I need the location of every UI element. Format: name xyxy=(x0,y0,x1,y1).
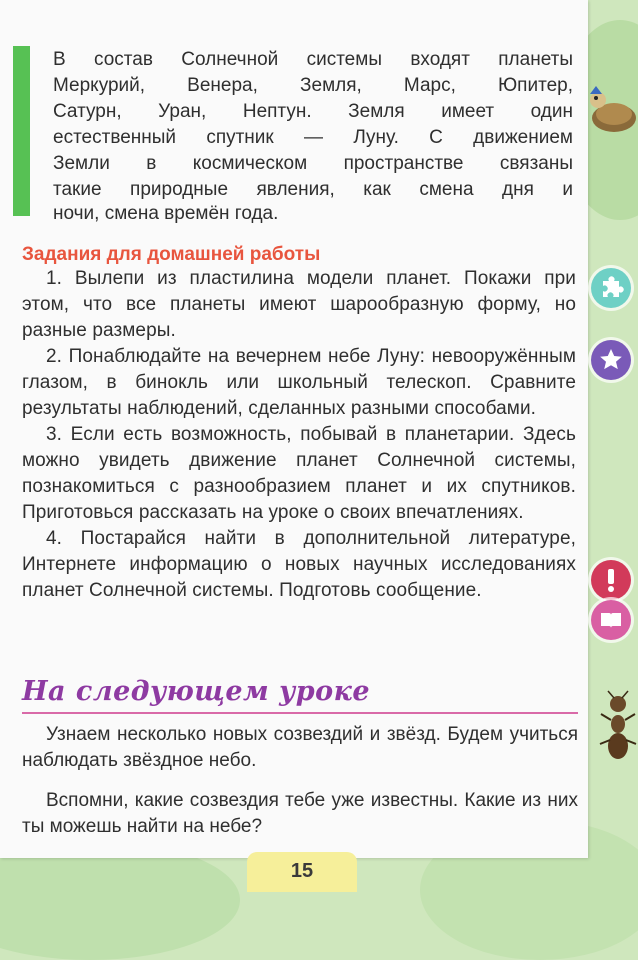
homework-task: 4. Постарайся найти в дополнительной литературе, Интернете информацию о новых научных исследованиях планет Солнечной системы. Подготовь сообщение. xyxy=(22,528,576,601)
homework-task: 1. Вылепи из пластилина модели планет. Покажи при этом, что все планеты имеют шарообразную форму, но разные размеры. xyxy=(22,268,576,341)
homework-task-list xyxy=(22,266,576,604)
turtle-mascot-icon xyxy=(584,80,638,140)
page-number: 15 xyxy=(290,860,314,882)
summary-line: такие природные явления, как смена дня и xyxy=(53,179,573,200)
summary-line: Сатурн, Уран, Нептун. Земля имеет один xyxy=(53,101,573,122)
ant-mascot-icon xyxy=(596,690,638,770)
summary-line: естественный спутник — Луну. С движением xyxy=(53,127,573,148)
homework-title: Задания для домашней работы xyxy=(22,244,321,265)
summary-line: В состав Солнечной системы входят планеты xyxy=(53,49,573,70)
book-icon[interactable] xyxy=(591,600,631,640)
puzzle-icon[interactable] xyxy=(591,268,631,308)
next-lesson-paragraph: Узнаем несколько новых созвездий и звёзд. Будем учиться наблюдать звёздное небо. xyxy=(22,724,578,771)
next-lesson-heading: На следующем уроке xyxy=(22,676,371,707)
book-icon-glyph xyxy=(591,600,631,640)
star-icon[interactable] xyxy=(591,340,631,380)
summary-accent-bar xyxy=(13,46,30,216)
next-lesson-underline xyxy=(22,712,578,714)
homework-task: 3. Если есть возможность, побывай в планетарии. Здесь можно увидеть движение планет Солнечной системы, познакомиться с разнообразием планет и их спутников. Приготовься рассказать на уроке о своих впечатлениях. xyxy=(22,424,576,523)
homework-task: 2. Понаблюдайте на вечернем небе Луну: невооружённым глазом, в бинокль или школьный телескоп. Сравните результаты наблюдений, сделанных разными способами. xyxy=(22,346,576,419)
puzzle-icon-glyph xyxy=(591,268,631,308)
exclamation-icon[interactable] xyxy=(591,560,631,600)
summary-line: Земли в космическом пространстве связаны xyxy=(53,153,573,174)
star-icon-glyph xyxy=(591,340,631,380)
summary-line: Меркурий, Венера, Земля, Марс, Юпитер, xyxy=(53,75,573,96)
next-lesson-question: Вспомни, какие созвездия тебе уже известны. Какие из них ты можешь найти на небе? xyxy=(22,790,578,837)
summary-line: ночи, смена времён года. xyxy=(53,203,279,224)
exclamation-icon-glyph xyxy=(591,560,631,600)
background-leaf xyxy=(0,840,240,960)
